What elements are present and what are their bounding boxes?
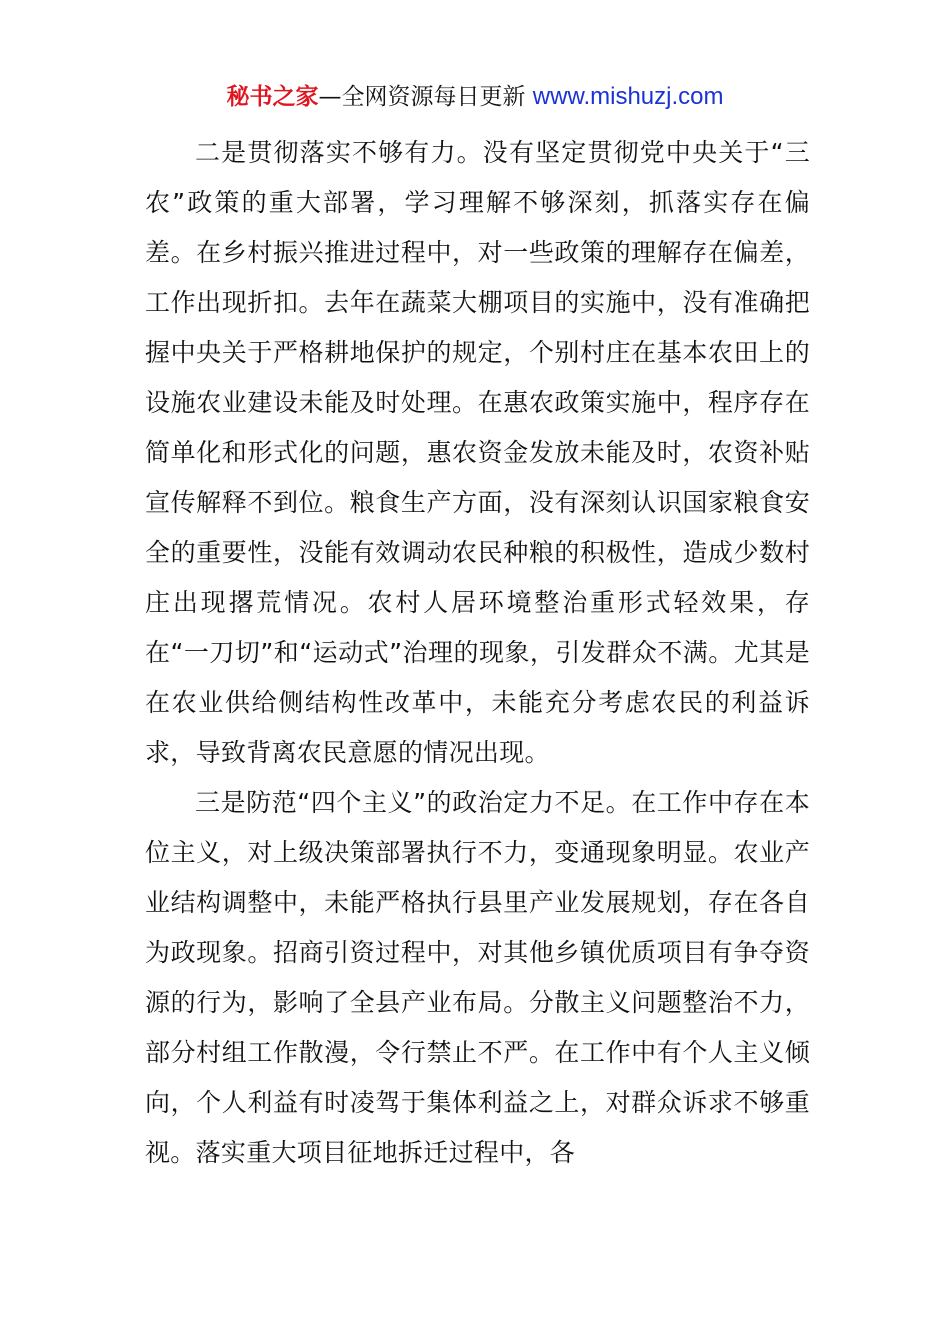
site-url-link[interactable]: www.mishuzj.com — [532, 83, 724, 110]
site-header — [0, 80, 950, 114]
paragraph-implementation: 二是贯彻落实不够有力。没有坚定贯彻党中央关于“三农”政策的重大部署，学习理解不够深刻，抓落实存在偏差。在乡村振兴推进过程中，对一些政策的理解存在偏差，工作出现折扣。去年在蔬菜大棚项目的实施中，没有准确把握中央关于严格耕地保护的规定，个别村庄在基本农田上的设施农业建设未能及时处理。在惠农政策实施中，程序存在简单化和形式化的问题，惠农资金发放未能及时，农资补贴宣传解释不到位。粮食生产方面，没有深刻认识国家粮食安全的重要性，没能有效调动农民种粮的积极性，造成少数村庄出现撂荒情况。农村人居环境整治重形式轻效果，存在“一刀切”和“运动式”治理的现象，引发群众不满。尤其是在农业供给侧结构性改革中，未能充分考虑农民的利益诉求，导致背离农民意愿的情况出现。 — [145, 138, 810, 767]
header-slogan: —全网资源每日更新 — [318, 84, 526, 110]
document-body — [145, 128, 810, 1178]
brand-name: 秘书之家 — [226, 84, 319, 110]
paragraph-four-isms: 三是防范“四个主义”的政治定力不足。在工作中存在本位主义，对上级决策部署执行不力，变通现象明显。农业产业结构调整中，未能严格执行县里产业发展规划，存在各自为政现象。招商引资过程中，对其他乡镇优质项目有争夺资源的行为，影响了全县产业布局。分散主义问题整治不力，部分村组工作散漫，令行禁止不严。在工作中有个人主义倾向，个人利益有时凌驾于集体利益之上，对群众诉求不够重视。落实重大项目征地拆迁过程中，各 — [145, 788, 810, 1167]
